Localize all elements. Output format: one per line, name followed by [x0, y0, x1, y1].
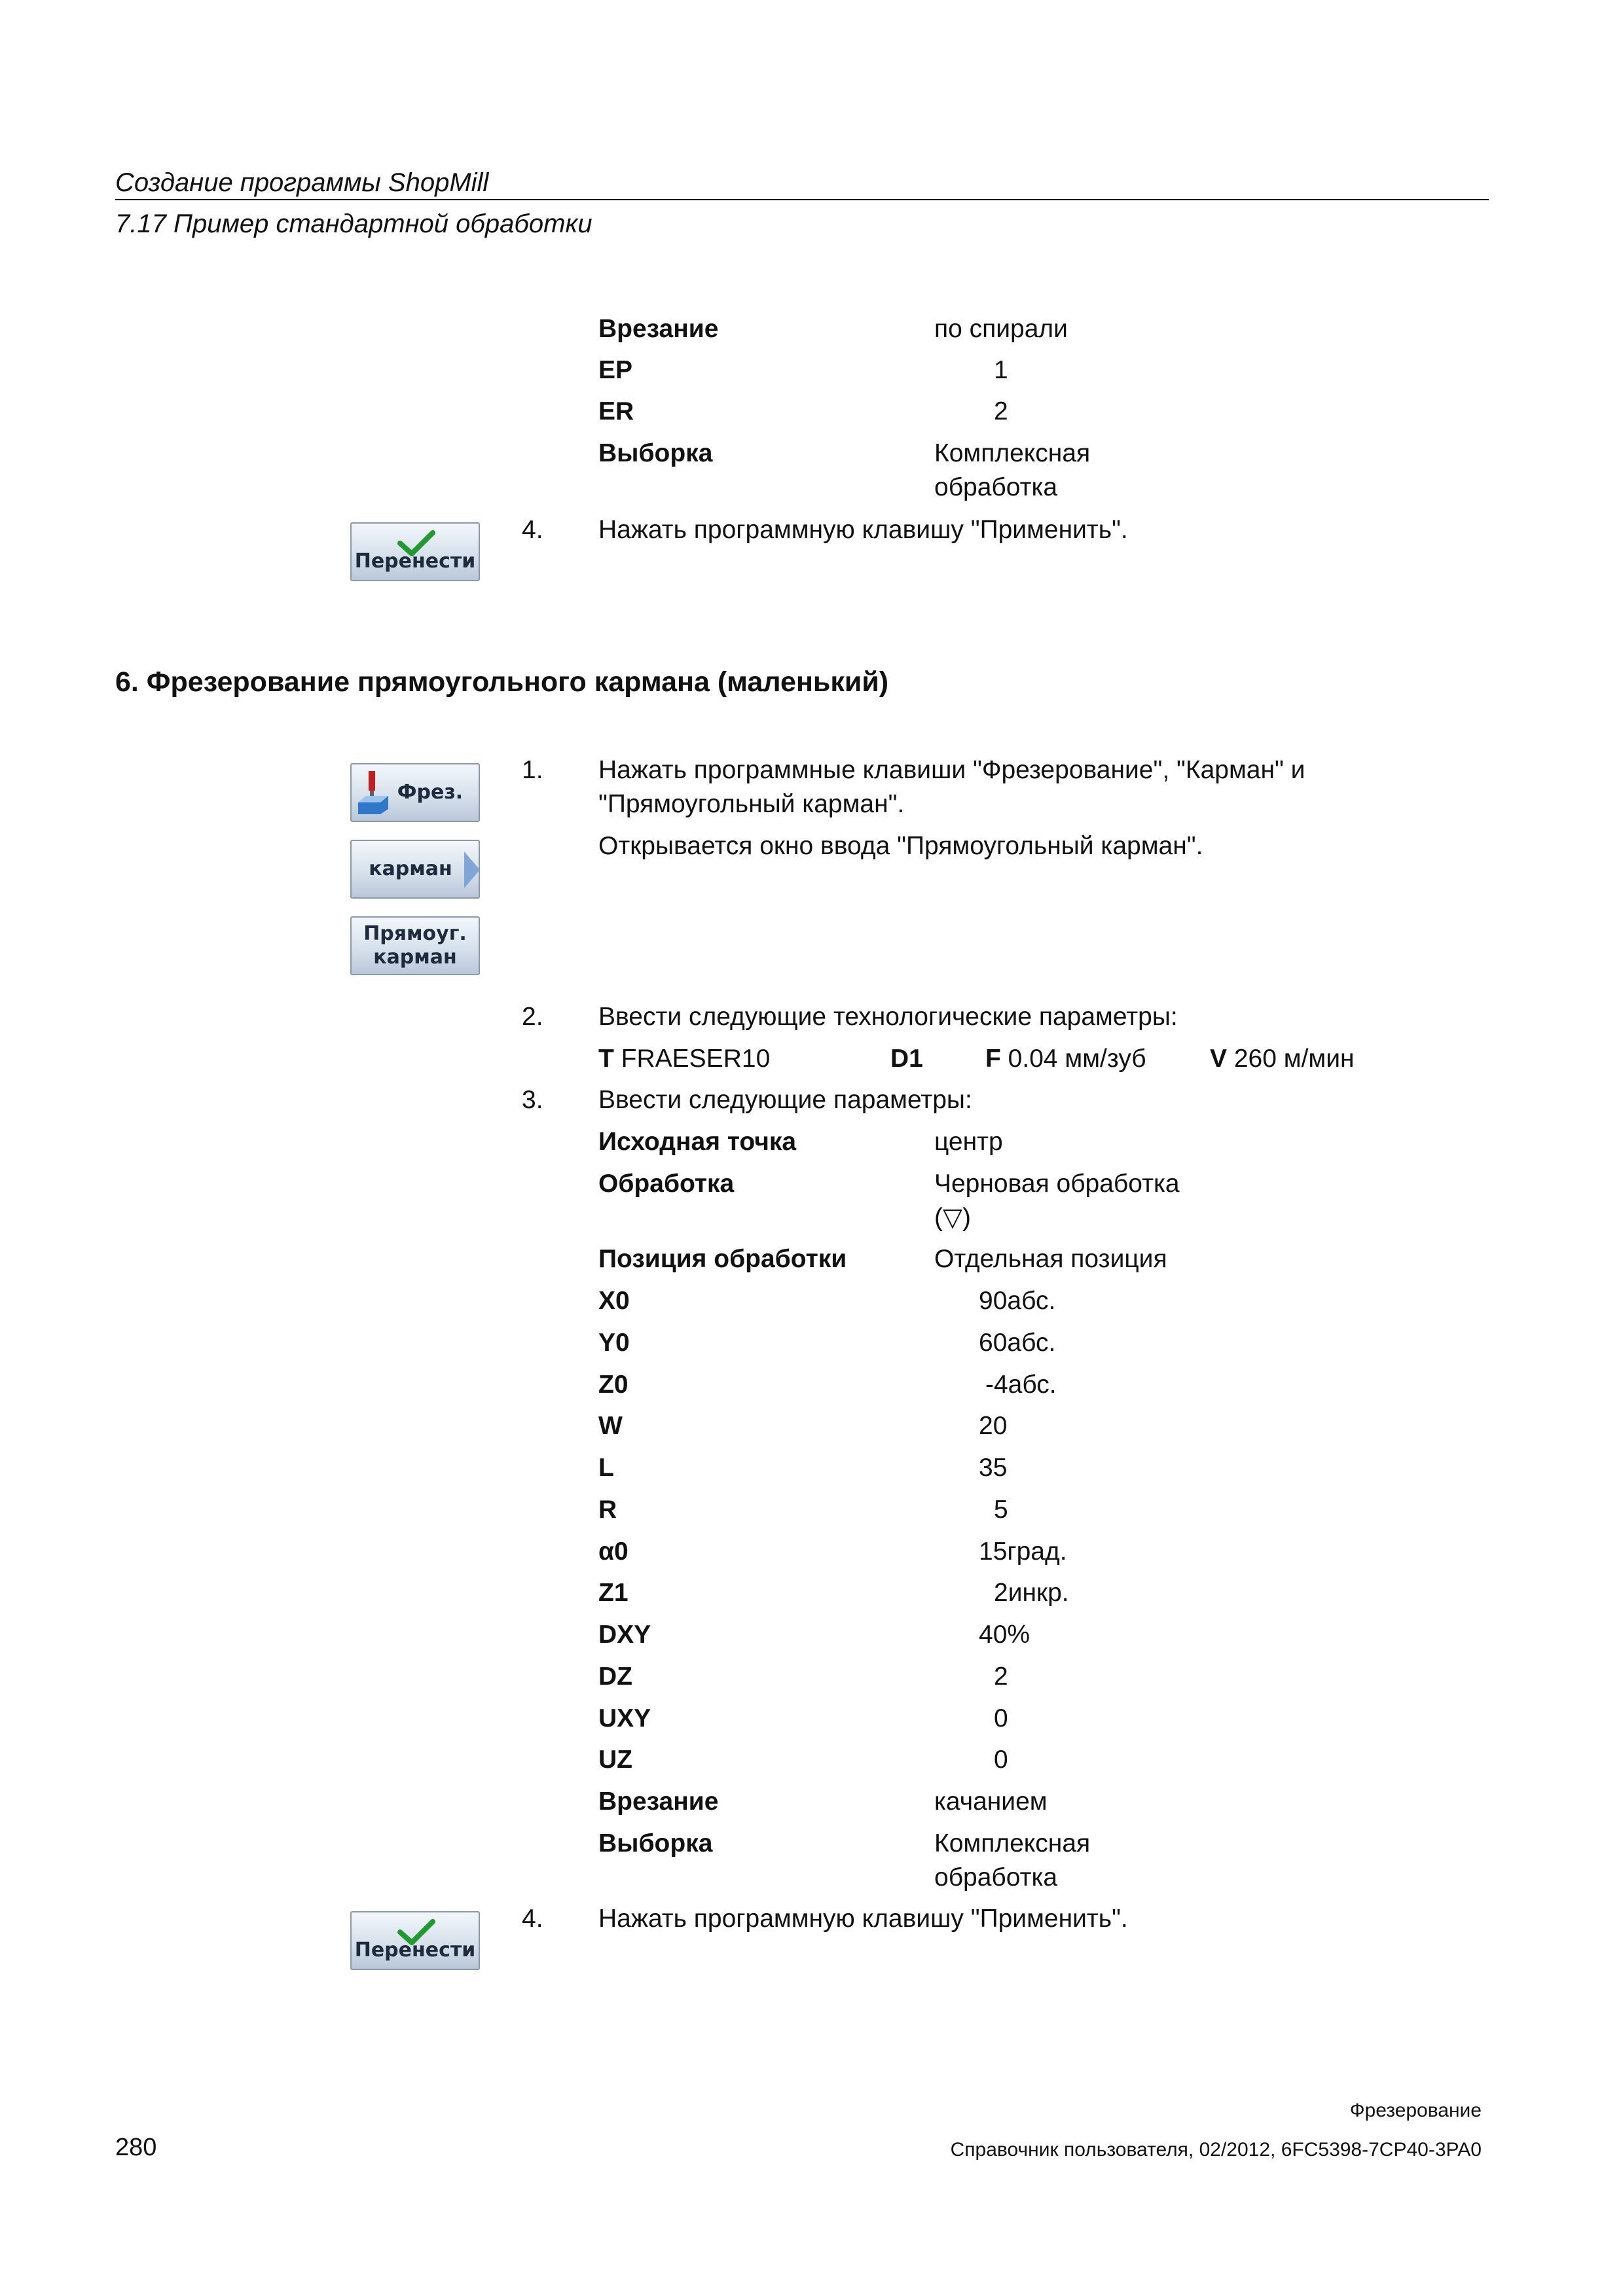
step-text: Нажать программную клавишу "Применить". [598, 516, 1128, 544]
tech-d-label: D1 [890, 1045, 923, 1073]
param-value: 2 [994, 1662, 1008, 1691]
footer-chapter: Фрезерование [1349, 2100, 1482, 2121]
step-number: 2. [522, 1003, 543, 1031]
running-header-title: Создание программы ShopMill [115, 168, 489, 197]
param-value: 5 [994, 1496, 1008, 1524]
param-value: 2 [994, 397, 1008, 425]
apply-softkey[interactable] [350, 1911, 480, 1970]
param-label: Исходная точка [598, 1128, 797, 1156]
param-label: X0 [598, 1287, 630, 1315]
param-label: Врезание [598, 1787, 719, 1816]
param-value: 60абс. [979, 1329, 1056, 1357]
step-number: 4. [522, 1905, 543, 1933]
param-value: 1 [994, 356, 1008, 384]
param-label: DXY [598, 1621, 651, 1649]
tech-feed-value: 0.04 мм/зуб [1008, 1045, 1146, 1073]
param-value: 15град. [979, 1537, 1067, 1566]
param-label: Выборка [598, 1829, 713, 1857]
param-label: Z0 [598, 1371, 629, 1399]
param-label: EP [598, 356, 633, 384]
step-result-text: Открывается окно ввода "Прямоугольный карман". [598, 832, 1203, 860]
tech-speed-value: 260 м/мин [1233, 1045, 1355, 1073]
param-value-cont: (▽) [934, 1204, 971, 1232]
tech-feed-label: F [985, 1045, 1001, 1073]
step-text: Ввести следующие параметры: [598, 1086, 972, 1114]
param-value: 90абс. [979, 1287, 1056, 1315]
tech-speed [1210, 1043, 1355, 1075]
pocket-softkey[interactable] [350, 840, 480, 899]
apply-softkey-label: Перенести [354, 1939, 476, 1962]
param-label: Позиция обработки [598, 1245, 847, 1273]
step-number: 3. [522, 1086, 543, 1114]
param-value: Комплексная [934, 439, 1091, 467]
tech-tool-label: T [598, 1045, 614, 1073]
param-label: Обработка [598, 1170, 735, 1198]
param-value: по спирали [934, 315, 1068, 343]
param-label: W [598, 1412, 623, 1440]
apply-softkey-label: Перенести [354, 550, 476, 573]
param-value: 20 [979, 1412, 1008, 1440]
step-number: 1. [522, 756, 543, 784]
rect-pocket-softkey[interactable] [350, 916, 480, 975]
param-label: L [598, 1454, 614, 1482]
param-label: Z1 [598, 1579, 629, 1607]
mill-softkey-label: Фрез. [397, 781, 464, 804]
step-text: Нажать программную клавишу "Применить". [598, 1905, 1128, 1933]
running-header-section: 7.17 Пример стандартной обработки [115, 209, 593, 238]
param-value: 0 [994, 1746, 1008, 1774]
rect-pocket-softkey-label-line2: карман [373, 946, 457, 969]
rect-pocket-softkey-label-line1: Прямоуг. [363, 922, 467, 945]
param-label: Врезание [598, 315, 719, 343]
step-text-cont: "Прямоугольный карман". [598, 790, 905, 818]
param-value-cont: обработка [934, 1863, 1058, 1892]
step-text: Нажать программные клавиши "Фрезерование", "Карман" и [598, 756, 1305, 784]
param-value-cont: обработка [934, 473, 1058, 501]
step-number: 4. [522, 516, 543, 544]
checkmark-icon [397, 530, 435, 556]
param-label: Y0 [598, 1329, 630, 1357]
param-label: DZ [598, 1662, 632, 1691]
section-title: 6. Фрезерование прямоугольного кармана (маленький) [115, 666, 889, 698]
tech-feed [985, 1043, 1146, 1075]
param-label: UXY [598, 1704, 651, 1732]
pocket-softkey-label: карман [369, 857, 452, 880]
page-number: 280 [115, 2134, 157, 2161]
param-value: 0 [994, 1704, 1008, 1732]
tech-speed-label: V [1210, 1045, 1228, 1073]
step-text: Ввести следующие технологические параметры: [598, 1003, 1178, 1031]
header-rule [115, 199, 1489, 200]
footer-manual: Справочник пользователя, 02/2012, 6FC5398-7CP40-3PA0 [950, 2139, 1482, 2161]
param-label: R [598, 1496, 617, 1524]
param-value: 2инкр. [994, 1579, 1069, 1607]
mill-softkey[interactable] [350, 763, 480, 822]
param-value: Черновая обработка [934, 1170, 1180, 1198]
param-value: -4абс. [985, 1371, 1057, 1399]
param-label: UZ [598, 1746, 632, 1774]
milling-tool-icon [357, 770, 390, 816]
param-value: Отдельная позиция [934, 1245, 1167, 1273]
param-value: 40% [979, 1621, 1030, 1649]
apply-softkey[interactable] [350, 522, 480, 581]
param-label: α0 [598, 1537, 629, 1566]
param-label: Выборка [598, 439, 713, 467]
checkmark-icon [397, 1919, 435, 1945]
param-value: центр [934, 1128, 1003, 1156]
param-value: качанием [934, 1787, 1048, 1816]
param-value: 35 [979, 1454, 1008, 1482]
param-value: Комплексная [934, 1829, 1091, 1857]
param-label: ER [598, 397, 634, 425]
tech-tool [598, 1043, 770, 1075]
tech-tool-value: FRAESER10 [621, 1045, 771, 1073]
